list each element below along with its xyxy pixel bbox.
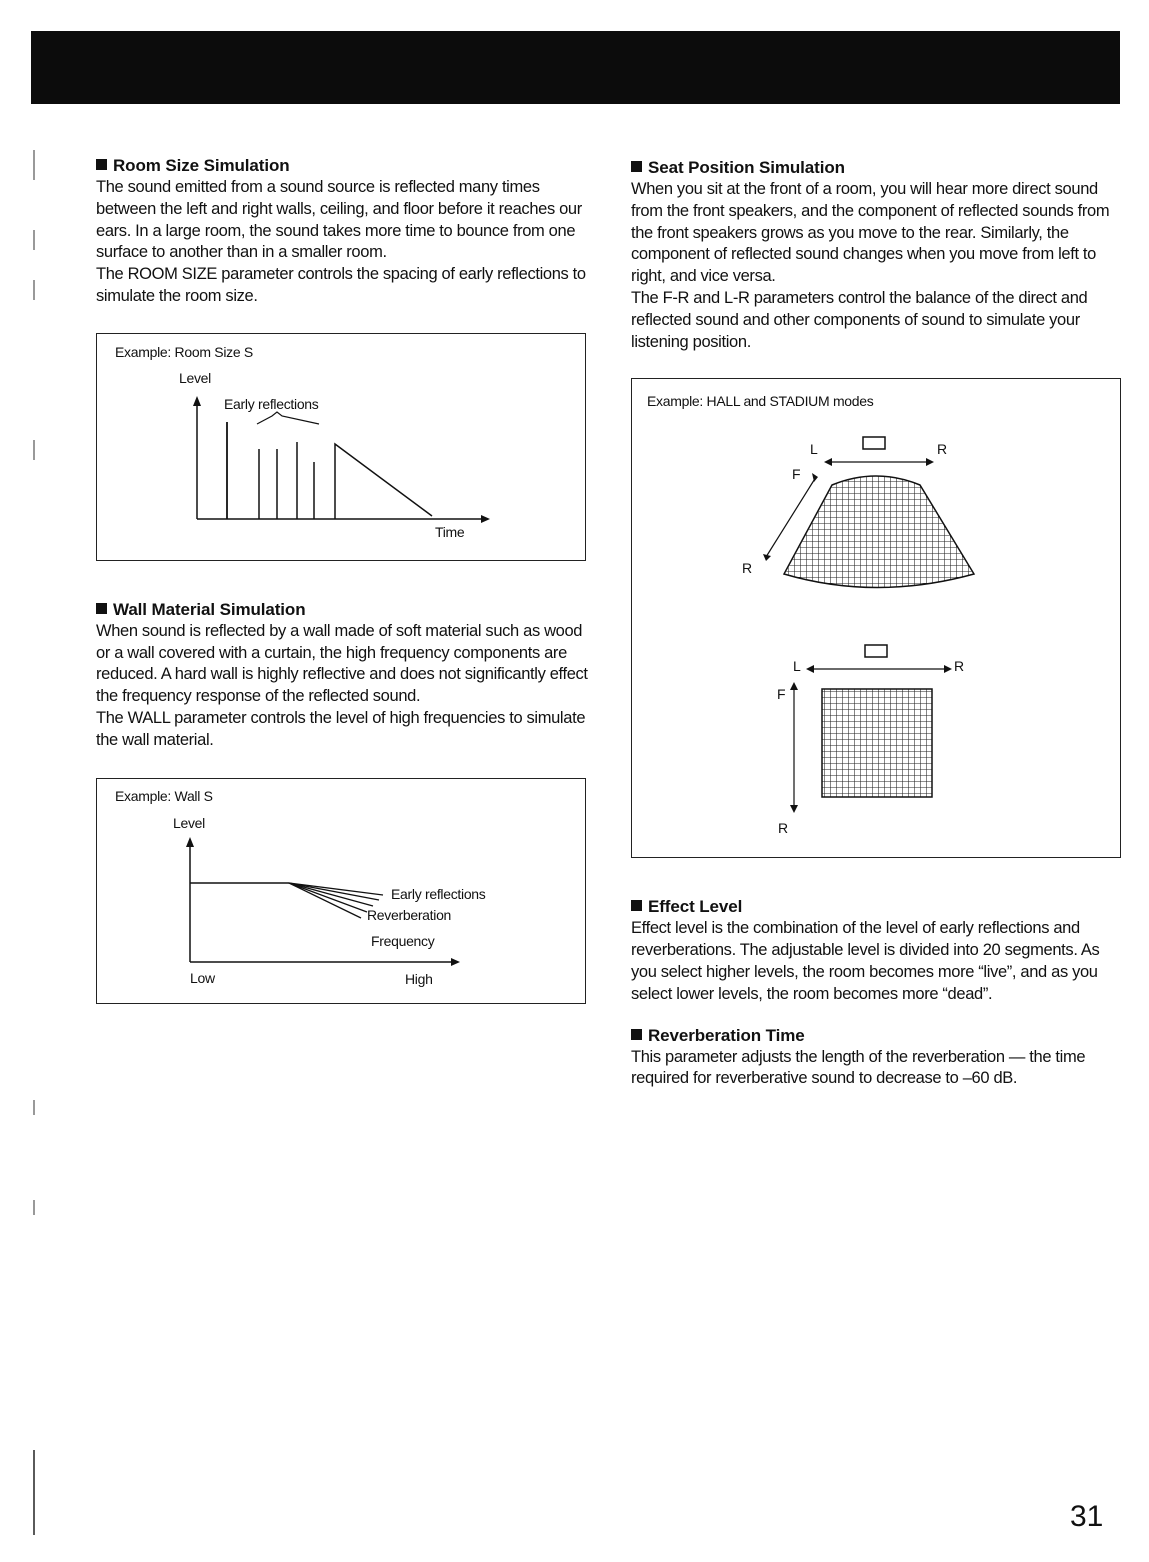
- room-size-paragraph-2: The ROOM SIZE parameter controls the spacing of early reflections to simulate the room size.: [96, 265, 586, 305]
- bullet-square-icon: [631, 900, 642, 911]
- arrow-left-icon: [806, 665, 814, 673]
- seat-position-paragraph-1: When you sit at the front of a room, you will hear more direct sound from the front speakers, and the component of reflected sounds from the front speakers grows as you move to the rear. Similarly, the component of reflected sound changes when you move from left to right, and vice versa.: [631, 180, 1110, 286]
- wall-figure-caption: Example: Wall S: [115, 787, 213, 804]
- header-bar: [31, 31, 1120, 104]
- hall-rear-label: R: [742, 560, 752, 577]
- early-reflections-bracket: [257, 412, 319, 424]
- room-size-y-label: Level: [179, 369, 211, 386]
- frequency-arrow-icon: [451, 958, 460, 966]
- room-size-figure: [96, 333, 586, 561]
- wall-x-high: High: [405, 970, 433, 987]
- room-size-paragraph-1: The sound emitted from a sound source is reflected many times between the left and right walls, ceiling, and floor before it reaches our ears. In a large room, the sound takes more time to bounce from one surface to another than in a smaller room.: [96, 178, 582, 262]
- hall-right-label: R: [937, 441, 947, 458]
- room-size-heading: [96, 155, 588, 177]
- bullet-square-icon: [631, 1029, 642, 1040]
- wall-diagram: [97, 779, 585, 1003]
- room-size-annotation: Early reflections: [224, 395, 319, 412]
- room-size-heading-text: Room Size Simulation: [113, 156, 290, 175]
- seat-position-paragraph-2: The F-R and L-R parameters control the balance of the direct and reflected sound and other components of sound to simulate your listening position.: [631, 288, 1088, 351]
- wall-material-paragraph-1: When sound is reflected by a wall made of soft material such as wood or a wall covered with a curtain, the high frequency components are reduced. A hard wall is highly reflective and does not significantly effect the frequency response of the reflected sound.: [96, 621, 588, 706]
- stadium-rear-label: R: [778, 820, 788, 837]
- wall-level-arrow-icon: [186, 837, 194, 847]
- seat-position-section: [631, 157, 1123, 353]
- room-size-figure-caption: Example: Room Size S: [115, 343, 253, 360]
- wall-material-figure: [96, 778, 586, 1004]
- hall-speaker-icon: [863, 437, 885, 449]
- effect-level-paragraph: Effect level is the combination of the level of early reflections and reverberations. The adjustable level is divided into 20 segments. As you select higher levels, the room becomes more “live”, and as you select lower levels, the room becomes more “dead”.: [631, 919, 1100, 1003]
- hall-front-label: F: [792, 466, 801, 483]
- arrow-right-icon: [944, 665, 952, 673]
- stadium-front-label: F: [777, 686, 786, 703]
- wall-material-section: [96, 599, 588, 752]
- effect-level-heading: [631, 896, 1123, 918]
- curve-line: [289, 883, 379, 900]
- hall-seating-area: [784, 476, 974, 588]
- bullet-square-icon: [96, 159, 107, 170]
- reverb-time-heading-text: Reverberation Time: [648, 1025, 805, 1045]
- wall-x-low: Low: [190, 969, 215, 986]
- stadium-seating-area: [822, 689, 932, 797]
- margin-marks: [32, 140, 36, 1540]
- effect-level-heading-text: Effect Level: [648, 897, 743, 917]
- right-column: [631, 157, 1123, 1090]
- curve-line: [289, 883, 383, 895]
- reverberation-decay: [335, 444, 432, 519]
- page-number: 31: [1070, 1500, 1104, 1533]
- stadium-speaker-icon: [865, 645, 887, 657]
- wall-curve-label-reverb: Reverberation: [367, 906, 452, 923]
- level-arrow-icon: [193, 396, 201, 406]
- seat-position-heading: [631, 157, 1123, 179]
- seat-figure-caption: Example: HALL and STADIUM modes: [647, 393, 874, 410]
- wall-y-label: Level: [173, 814, 205, 831]
- wall-curve-label-early: Early reflections: [391, 885, 486, 902]
- wall-material-paragraph-2: The WALL parameter controls the level of high frequencies to simulate the wall material.: [96, 708, 586, 749]
- arrow-left-icon: [824, 458, 832, 466]
- room-size-diagram: [97, 334, 585, 560]
- curve-line: [289, 883, 373, 906]
- wall-x-label: Frequency: [371, 932, 435, 949]
- wall-material-heading-text: Wall Material Simulation: [113, 599, 306, 619]
- wall-material-heading: [96, 599, 588, 621]
- arrow-front-icon: [812, 473, 818, 482]
- arrow-front-icon: [790, 682, 798, 690]
- arrow-rear-icon: [790, 805, 798, 813]
- seat-diagram: [632, 379, 1120, 857]
- room-size-x-label: Time: [435, 523, 465, 540]
- reverb-time-section: [631, 1025, 1123, 1091]
- seat-position-figure: [631, 378, 1121, 858]
- bullet-square-icon: [96, 603, 107, 614]
- arrow-rear-icon: [763, 554, 771, 561]
- seat-position-heading-text: Seat Position Simulation: [648, 158, 845, 177]
- bullet-square-icon: [631, 161, 642, 172]
- room-size-section: [96, 155, 588, 308]
- arrow-right-icon: [926, 458, 934, 466]
- hall-left-label: L: [810, 441, 818, 458]
- reverb-time-paragraph: This parameter adjusts the length of the reverberation — the time required for reverberative sound to decrease to –60 dB.: [631, 1047, 1086, 1088]
- effect-level-section: [631, 896, 1123, 1005]
- stadium-left-label: L: [793, 658, 801, 675]
- left-column: [96, 155, 588, 1004]
- reverb-time-heading: [631, 1025, 1123, 1047]
- time-arrow-icon: [481, 515, 490, 523]
- stadium-right-label: R: [954, 658, 964, 675]
